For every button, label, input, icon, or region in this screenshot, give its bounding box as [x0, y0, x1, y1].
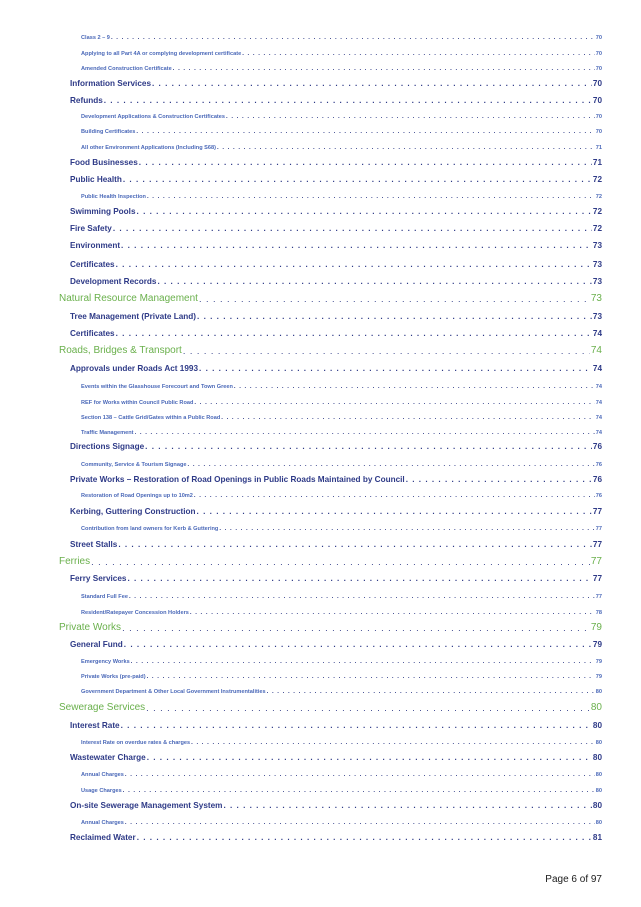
dot-leader [121, 241, 592, 250]
toc-entry-page: 70 [592, 96, 602, 105]
dot-leader [123, 175, 592, 184]
dot-leader [111, 35, 595, 41]
toc-entry-title: Public Health Inspection [81, 194, 146, 200]
toc-entry-title: Tree Management (Private Land) [70, 312, 197, 321]
toc-entry[interactable] [0, 833, 641, 842]
toc-entry[interactable] [0, 788, 641, 794]
toc-entry-page: 74 [595, 384, 602, 390]
toc-entry-page: 74 [595, 430, 602, 436]
toc-entry[interactable] [0, 312, 641, 321]
toc-entry[interactable] [0, 702, 641, 713]
toc-entry-title: Development Records [70, 277, 157, 286]
toc-entry-title: Annual Charges [81, 820, 124, 826]
dot-leader [127, 574, 591, 583]
toc-entry[interactable] [0, 79, 641, 88]
toc-entry-title: Restoration of Road Openings up to 10m2 [81, 493, 193, 499]
toc-entry[interactable] [0, 556, 641, 567]
dot-leader [135, 430, 595, 436]
dot-leader [183, 346, 590, 356]
dot-leader [226, 114, 595, 120]
toc-entry-title: Kerbing, Guttering Construction [70, 507, 196, 516]
page-number: Page 6 of 97 [545, 874, 602, 885]
toc-entry-title: Emergency Works [81, 659, 130, 665]
toc-entry-title: Usage Charges [81, 788, 122, 794]
toc-entry[interactable] [0, 158, 641, 167]
dot-leader [190, 610, 595, 616]
dot-leader [121, 721, 592, 730]
toc-entry-page: 74 [592, 364, 602, 373]
dot-leader [137, 207, 592, 216]
dot-leader [145, 442, 592, 451]
toc-entry[interactable] [0, 462, 641, 468]
toc-entry-page: 78 [595, 610, 602, 616]
dot-leader [219, 526, 594, 532]
toc-entry-page: 70 [595, 35, 602, 41]
dot-leader [221, 415, 595, 421]
toc-entry[interactable] [0, 345, 641, 356]
toc-entry-title: Interest Rate [70, 721, 120, 730]
toc-entry[interactable] [0, 594, 641, 600]
toc-entry-title: Section 138 – Cattle Grid/Gates within a Public Road [81, 415, 221, 421]
toc-entry-page: 81 [592, 833, 602, 842]
toc-entry-title: Government Department & Other Local Government Instrumentalities [81, 689, 266, 695]
dot-leader [146, 703, 590, 713]
toc-entry-title: Reclaimed Water [70, 833, 136, 842]
toc-entry[interactable] [0, 526, 641, 532]
toc-entry-page: 72 [595, 194, 602, 200]
toc-entry-title: Development Applications & Construction Certificates [81, 114, 226, 120]
toc-entry[interactable] [0, 35, 641, 41]
dot-leader [123, 788, 595, 794]
toc-entry[interactable] [0, 689, 641, 695]
toc-entry-page: 73 [592, 241, 602, 250]
toc-entry-page: 76 [592, 442, 602, 451]
toc-entry-page: 76 [595, 462, 602, 468]
toc-entry[interactable] [0, 801, 641, 810]
toc-entry[interactable] [0, 659, 641, 665]
toc-entry-page: 79 [590, 622, 602, 633]
dot-leader [147, 194, 595, 200]
dot-leader [116, 329, 592, 338]
toc-entry-page: 80 [592, 721, 602, 730]
toc-entry[interactable] [0, 260, 641, 269]
toc-entry-title: On-site Sewerage Management System [70, 801, 223, 810]
dot-leader [197, 507, 592, 516]
toc-entry[interactable] [0, 640, 641, 649]
dot-leader [194, 493, 595, 499]
toc-entry-title: Class 2 – 9 [81, 35, 110, 41]
dot-leader [199, 294, 590, 304]
toc-entry[interactable] [0, 772, 641, 778]
toc-entry-title: Natural Resource Management [59, 293, 198, 304]
toc-entry-page: 70 [595, 114, 602, 120]
toc-entry-page: 80 [592, 801, 602, 810]
toc-entry[interactable] [0, 129, 641, 135]
toc-entry[interactable] [0, 540, 641, 549]
toc-entry[interactable] [0, 194, 641, 200]
dot-leader [136, 129, 594, 135]
dot-leader [194, 400, 594, 406]
toc-entry-title: Wastewater Charge [70, 753, 146, 762]
dot-leader [91, 557, 590, 567]
toc-entry[interactable] [0, 507, 641, 516]
dot-leader [406, 475, 592, 484]
toc-entry-title: Applying to all Part 4A or complying development certificate [81, 51, 242, 57]
dot-leader [191, 740, 595, 746]
toc-entry[interactable] [0, 610, 641, 616]
toc-entry-page: 80 [595, 820, 602, 826]
toc-entry[interactable] [0, 224, 641, 233]
toc-entry[interactable] [0, 207, 641, 216]
toc-entry[interactable] [0, 277, 641, 286]
dot-leader [234, 384, 595, 390]
dot-leader [104, 96, 592, 105]
dot-leader [137, 833, 592, 842]
toc-entry[interactable] [0, 66, 641, 72]
toc-entry-page: 73 [592, 312, 602, 321]
toc-entry[interactable] [0, 475, 641, 484]
toc-entry-title: Directions Signage [70, 442, 145, 451]
toc-entry-title: Information Services [70, 79, 151, 88]
toc-entry-title: All other Environment Applications (Including S68) [81, 145, 216, 151]
toc-entry-page: 80 [595, 788, 602, 794]
toc-entry-title: Amended Construction Certificate [81, 66, 172, 72]
dot-leader [157, 277, 591, 286]
dot-leader [152, 79, 592, 88]
toc-entry-page: 73 [590, 293, 602, 304]
toc-entry[interactable] [0, 400, 641, 406]
toc-entry-page: 79 [595, 659, 602, 665]
toc-entry-page: 74 [590, 345, 602, 356]
toc-entry[interactable] [0, 674, 641, 680]
dot-leader [242, 51, 595, 57]
toc-entry-title: General Fund [70, 640, 123, 649]
dot-leader [125, 772, 595, 778]
toc-entry-page: 80 [595, 772, 602, 778]
toc-entry-page: 80 [595, 689, 602, 695]
dot-leader [129, 594, 595, 600]
toc-entry-title: Environment [70, 241, 121, 250]
toc-entry-page: 80 [592, 753, 602, 762]
toc-entry[interactable] [0, 364, 641, 373]
toc-entry-title: Fire Safety [70, 224, 112, 233]
toc-entry-title: Annual Charges [81, 772, 124, 778]
toc-entry[interactable] [0, 430, 641, 436]
toc-entry-page: 74 [595, 400, 602, 406]
toc-entry-page: 70 [595, 51, 602, 57]
dot-leader [147, 674, 595, 680]
toc-entry[interactable] [0, 329, 641, 338]
toc-entry[interactable] [0, 114, 641, 120]
dot-leader [113, 224, 592, 233]
toc-entry-page: 74 [595, 415, 602, 421]
toc-entry-page: 70 [595, 66, 602, 72]
toc-entry-page: 72 [592, 224, 602, 233]
toc-entry-page: 79 [592, 640, 602, 649]
toc-entry-title: Ferries [59, 556, 91, 567]
toc-entry-title: Interest Rate on overdue rates & charges [81, 740, 191, 746]
toc-entry[interactable] [0, 442, 641, 451]
toc-entry-title: Contribution from land owners for Kerb & Guttering [81, 526, 219, 532]
dot-leader [125, 820, 595, 826]
dot-leader [267, 689, 595, 695]
toc-entry-title: Traffic Management [81, 430, 134, 436]
toc-entry-title: Roads, Bridges & Transport [59, 345, 182, 356]
dot-leader [122, 623, 590, 633]
dot-leader [118, 540, 592, 549]
dot-leader [223, 801, 591, 810]
dot-leader [116, 260, 592, 269]
dot-leader [173, 66, 595, 72]
toc-entry[interactable] [0, 96, 641, 105]
toc-entry-title: Standard Full Fee [81, 594, 128, 600]
toc-entry-page: 77 [595, 594, 602, 600]
toc-entry-page: 71 [595, 145, 602, 151]
toc-entry[interactable] [0, 415, 641, 421]
toc-entry-page: 72 [592, 175, 602, 184]
dot-leader [197, 312, 592, 321]
toc-entry-page: 71 [592, 158, 602, 167]
toc-entry[interactable] [0, 753, 641, 762]
toc-entry[interactable] [0, 493, 641, 499]
toc-entry-title: Refunds [70, 96, 103, 105]
toc-entry-title: Certificates [70, 260, 115, 269]
toc-entry-page: 80 [590, 702, 602, 713]
toc-entry-page: 72 [592, 207, 602, 216]
toc-entry-page: 77 [592, 507, 602, 516]
toc-entry-title: Resident/Ratepayer Concession Holders [81, 610, 189, 616]
toc-entry-title: Ferry Services [70, 574, 127, 583]
toc-entry[interactable] [0, 241, 641, 250]
toc-entry[interactable] [0, 384, 641, 390]
toc-entry[interactable] [0, 293, 641, 304]
toc-entry[interactable] [0, 622, 641, 633]
toc-entry-page: 73 [592, 260, 602, 269]
toc-entry-title: REF for Works within Council Public Road [81, 400, 194, 406]
toc-entry-title: Building Certificates [81, 129, 136, 135]
toc-entry-page: 73 [592, 277, 602, 286]
toc-entry[interactable] [0, 574, 641, 583]
toc-entry-page: 77 [592, 574, 602, 583]
dot-leader [187, 462, 594, 468]
toc-entry-page: 76 [592, 475, 602, 484]
toc-entry-title: Events within the Glasshouse Forecourt and Town Green [81, 384, 233, 390]
toc-entry-page: 70 [595, 129, 602, 135]
toc-entry-title: Community, Service & Tourism Signage [81, 462, 187, 468]
dot-leader [131, 659, 595, 665]
toc-entry[interactable] [0, 175, 641, 184]
toc-entry-page: 74 [592, 329, 602, 338]
toc-entry-title: Sewerage Services [59, 702, 146, 713]
toc-entry[interactable] [0, 721, 641, 730]
toc-entry-page: 79 [595, 674, 602, 680]
toc-entry-page: 77 [592, 540, 602, 549]
toc-entry[interactable] [0, 51, 641, 57]
dot-leader [147, 753, 592, 762]
dot-leader [217, 145, 595, 151]
dot-leader [139, 158, 592, 167]
toc-entry-page: 77 [595, 526, 602, 532]
toc-entry-title: Food Businesses [70, 158, 138, 167]
toc-entry-page: 76 [595, 493, 602, 499]
toc-entry-title: Approvals under Roads Act 1993 [70, 364, 199, 373]
toc-entry-title: Private Works [59, 622, 122, 633]
toc-entry-title: Swimming Pools [70, 207, 136, 216]
toc-entry[interactable] [0, 145, 641, 151]
toc-entry-title: Certificates [70, 329, 115, 338]
toc-entry[interactable] [0, 820, 641, 826]
toc-entry[interactable] [0, 740, 641, 746]
toc-entry-title: Public Health [70, 175, 122, 184]
toc-entry-title: Private Works (pre-paid) [81, 674, 146, 680]
toc-entry-page: 80 [595, 740, 602, 746]
toc-entry-title: Private Works – Restoration of Road Openings in Public Roads Maintained by Council [70, 475, 405, 484]
toc-entry-page: 77 [590, 556, 602, 567]
dot-leader [199, 364, 592, 373]
toc-entry-title: Street Stalls [70, 540, 118, 549]
toc-entry-page: 70 [592, 79, 602, 88]
dot-leader [124, 640, 592, 649]
